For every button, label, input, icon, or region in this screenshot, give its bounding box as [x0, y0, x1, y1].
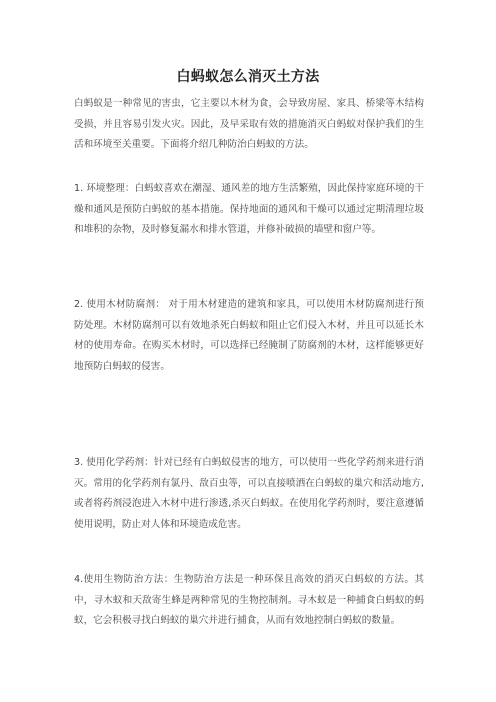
intro-paragraph: 白蚂蚁是一种常见的害虫，它主要以木材为食，会导致房屋、家具、桥梁等木结构受损，并且容易引发火灾。因此，及早采取有效的措施消灭白蚂蚁对保护我们的生活和环境至关重要。下面将介绍几种防治白蚂蚁的方法。 — [74, 98, 424, 150]
method-paragraph-biological: 4.使用生物防治方法：生物防治方法是一种环保且高效的消灭白蚂蚁的方法。其中，寻木蚁和天敌寄生蜂是两种常见的生物控制剂。寻木蚁是一种捕食白蚂蚁的蚂蚁，它会积极寻找白蚂蚁的巢穴并进行捕食，从而有效地控制白蚂蚁的数量。 — [74, 574, 424, 626]
method-paragraph-wood-preservative: 2. 使用木材防腐剂： 对于用木材建造的建筑和家具，可以使用木材防腐剂进行预防处理。木材防腐剂可以有效地杀死白蚂蚁和阻止它们侵入木材，并且可以延长木材的使用寿命。在购买木材时，可以选择已经腌制了防腐剂的木材，这样能够更好地预防白蚂蚁的侵害。 — [74, 299, 424, 372]
document-title: 白蚂蚁怎么消灭土方法 — [176, 69, 320, 85]
method-paragraph-chemical: 3. 使用化学药剂：针对已经有白蚂蚁侵害的地方，可以使用一些化学药剂来进行消灭。常用的化学药剂有氯丹、敌百虫等，可以直接喷洒在白蚂蚁的巢穴和活动地方,或者将药剂浸泡进入木材中进行渗透,杀灭白蚂蚁。在使用化学药剂时，要注意遵循使用说明，防止对人体和环境造成危害。 — [74, 457, 424, 530]
method-paragraph-environment: 1. 环境整理：白蚂蚁喜欢在潮湿、通风差的地方生活繁殖，因此保持家庭环境的干燥和通风是预防白蚂蚁的基本措施。保持地面的通风和干燥可以通过定期清理垃圾和堆积的杂物，及时修复漏水和排水管道，并修补破损的墙壁和窗户等。 — [74, 183, 424, 235]
